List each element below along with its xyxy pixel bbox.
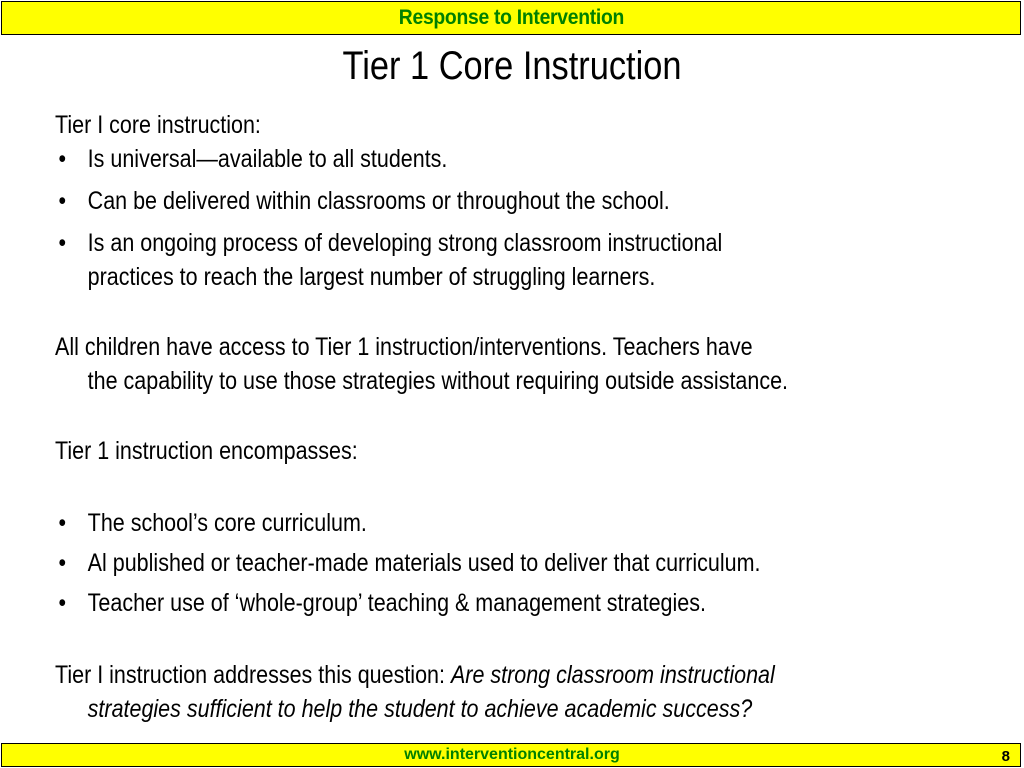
question-italic-start: Are strong classroom instructional — [450, 661, 775, 689]
spacer — [55, 398, 1021, 434]
bullet-text: Is an ongoing process of developing strong classroom instructional — [87, 229, 723, 257]
bullet-marker: • — [58, 229, 66, 257]
header-title: Response to Intervention — [398, 6, 624, 29]
bullet-item — [55, 586, 886, 620]
access-paragraph-line-1: All children have access to Tier 1 instruction/interventions. Teachers have — [55, 333, 753, 361]
page-number: 8 — [1001, 748, 1010, 765]
bullet-item — [55, 226, 886, 260]
slide-title: Tier 1 Core Instruction — [342, 44, 682, 88]
bullet-text: Can be delivered within classrooms or throughout the school. — [87, 187, 670, 215]
question-line-1 — [55, 658, 886, 692]
bullet-text: Is universal—available to all students. — [87, 145, 448, 173]
spacer — [55, 468, 1021, 506]
bullet-item — [55, 184, 886, 218]
footer-url-link[interactable]: www.interventioncentral.org — [404, 746, 620, 763]
bullet-text: Al published or teacher-made materials used to deliver that curriculum. — [87, 549, 761, 577]
bullet-continuation — [55, 260, 886, 294]
bullet-marker: • — [58, 549, 66, 577]
encompasses-text: Tier 1 instruction encompasses: — [55, 437, 358, 465]
bullet-text: Teacher use of ‘whole-group’ teaching & management strategies. — [87, 589, 706, 617]
bullet-text: The school’s core curriculum. — [87, 509, 367, 537]
bullet-marker: • — [58, 509, 66, 537]
spacer — [55, 620, 1021, 658]
bullet-marker: • — [58, 145, 66, 173]
bullet-item — [55, 546, 886, 580]
intro-text: Tier I core instruction: — [55, 111, 261, 139]
bullet-marker: • — [58, 589, 66, 617]
spacer — [55, 294, 1021, 330]
header-bar — [1, 1, 1021, 35]
bullet-text: practices to reach the largest number of struggling learners. — [87, 263, 656, 291]
question-italic-end: strategies sufficient to help the student to achieve academic success? — [87, 695, 753, 723]
bullet-marker: • — [58, 187, 66, 215]
slide-body — [55, 108, 1021, 726]
bullet-item — [55, 142, 886, 176]
footer-bar — [1, 743, 1021, 767]
access-paragraph-line-2: the capability to use those strategies without requiring outside assistance. — [87, 367, 789, 395]
bullet-item — [55, 506, 886, 540]
question-line-2 — [55, 692, 886, 726]
question-prefix: Tier I instruction addresses this question: — [55, 661, 451, 689]
